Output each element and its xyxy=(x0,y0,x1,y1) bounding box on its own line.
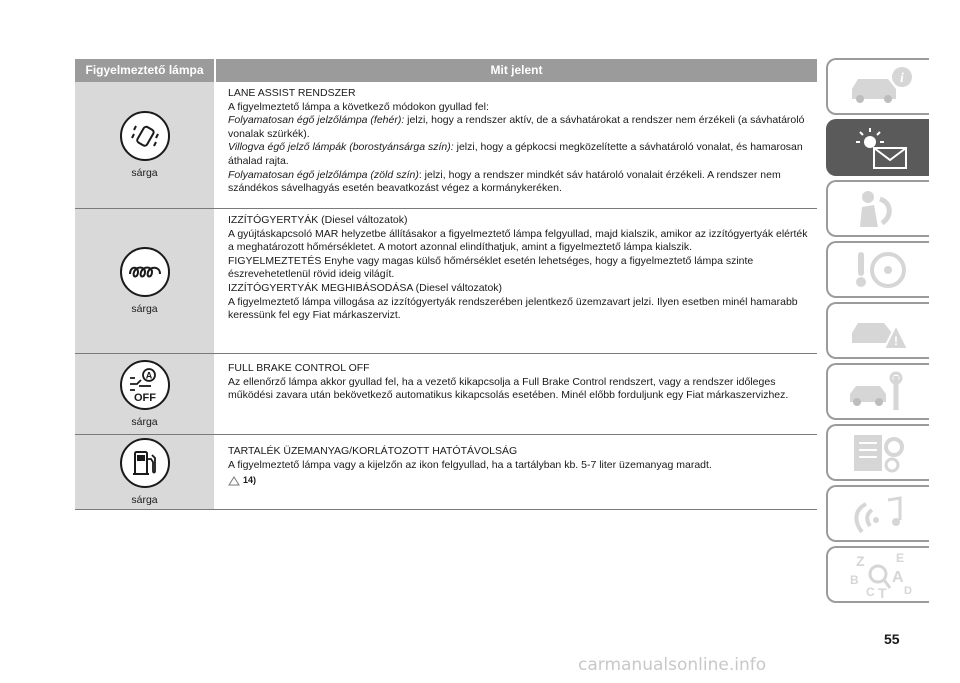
list-item xyxy=(228,141,811,168)
paragraph: TARTALÉK ÜZEMANYAG/KORLÁTOZOTT HATÓTÁVOLSÁG xyxy=(228,445,518,457)
tab-warning-lights[interactable] xyxy=(826,119,929,176)
table-row xyxy=(75,209,817,354)
warning-light-cell xyxy=(75,209,214,353)
full-brake-control-off-icon xyxy=(120,360,170,410)
item-lead: Folyamatosan égő jelzőlámpa (zöld szín) xyxy=(228,168,419,181)
header-warning-light: Figyelmeztető lámpa xyxy=(85,63,204,77)
off-label: OFF xyxy=(133,392,156,404)
watermark-text: carmanualsonline.info xyxy=(578,655,767,675)
fuel-reserve-icon xyxy=(120,438,170,488)
tab-safety[interactable] xyxy=(826,180,929,237)
reference-label: 14) xyxy=(243,475,257,486)
tab-maintenance[interactable] xyxy=(826,363,929,420)
warning-light-table xyxy=(75,59,817,510)
item-lead: Villogva égő jelző lámpák (borostyánsárga szín): xyxy=(228,141,454,154)
meaning-cell xyxy=(214,435,817,509)
paragraph: A gyújtáskapcsoló MAR helyzetbe állításakor a figyelmeztető lámpa felgyullad, majd kialszik, amikor az izzítógyertyák elérték a meghatározott hőmérsékletet. A motort azonnal elindíthatjuk, amint a figyelmeztető lámpa kialszik. xyxy=(228,227,808,254)
meaning-cell xyxy=(214,209,817,353)
item-text: : jelzi, hogy a rendszer mindkét sáv határoló vonalait érzékeli. A rendszer nem szándékos sávelhagyás esetén beavatkozást végez a kormánykeréken. xyxy=(228,168,781,195)
meaning-cell xyxy=(214,354,817,434)
tab-car-info[interactable] xyxy=(826,58,929,115)
safety-icon xyxy=(844,187,914,231)
item-lead: Folyamatosan égő jelzőlámpa (fehér): xyxy=(228,114,405,127)
emergency-icon xyxy=(844,309,914,353)
header-meaning: Mit jelent xyxy=(214,59,817,82)
index-letter: D xyxy=(903,584,912,597)
svg-text:!: ! xyxy=(893,333,898,348)
index-letter: T xyxy=(877,584,887,600)
item-text: jelzi, hogy a gépkocsi megközelítette a sávhatároló vonalat, és hamarosan áthalad rajta. xyxy=(228,141,803,167)
row-title: LANE ASSIST RENDSZER xyxy=(228,87,356,99)
paragraph: IZZÍTÓGYERTYÁK MEGHIBÁSODÁSA (Diesel változatok) xyxy=(228,281,503,294)
index-letter: Z xyxy=(855,552,865,569)
index-letter: A xyxy=(891,568,904,586)
tab-starting-driving[interactable] xyxy=(826,241,929,298)
tab-emergency[interactable] xyxy=(826,302,929,359)
warning-light-cell xyxy=(75,82,214,208)
glow-plug-icon xyxy=(120,247,170,297)
item-text: jelzi, hogy a rendszer aktív, de a sávhatárokat a rendszer nem érzékeli (a sávhatároló vonalak szürkék). xyxy=(228,114,805,140)
tab-multimedia[interactable] xyxy=(826,485,929,542)
tab-index[interactable] xyxy=(826,546,929,603)
reference-note[interactable] xyxy=(228,474,811,488)
table-row xyxy=(75,435,817,510)
light-color: sárga xyxy=(131,494,158,506)
index-letter: E xyxy=(895,550,904,565)
svg-text:A: A xyxy=(145,370,152,381)
multimedia-icon xyxy=(844,492,914,536)
svg-text:i: i xyxy=(899,70,904,86)
list-item xyxy=(228,169,811,196)
index-icon xyxy=(844,550,914,600)
warning-light-cell xyxy=(75,435,214,509)
light-color: sárga xyxy=(131,167,158,179)
row-intro: A figyelmeztető lámpa a következő módokon gyullad fel: xyxy=(228,100,489,113)
table-row xyxy=(75,82,817,209)
paragraph: FULL BRAKE CONTROL OFF xyxy=(228,362,370,374)
table-header xyxy=(75,59,817,82)
index-letter: C xyxy=(865,584,875,599)
meaning-cell xyxy=(214,82,817,208)
lane-assist-icon xyxy=(120,111,170,161)
warning-light-cell xyxy=(75,354,214,434)
list-item xyxy=(228,114,811,141)
page-number: 55 xyxy=(884,631,900,647)
paragraph: A figyelmeztető lámpa vagy a kijelzőn az ikon felgyullad, ha a tartályban kb. 5-7 liter üzemanyag maradt. xyxy=(228,458,712,471)
paragraph: A figyelmeztető lámpa villogása az izzítógyertyák rendszerében jelentkező üzemzavart jelzi. Ilyen esetben minél hamarabb keressünk fel egy Fiat márkaszervizt. xyxy=(228,295,798,322)
paragraph: FIGYELMEZTETÉS Enyhe vagy magas külső hőmérséklet esetén lehetséges, hogy a figyelmeztető lámpa szinte észrevehetetlenül rövid ideig világít. xyxy=(228,254,754,281)
light-color: sárga xyxy=(131,303,158,315)
tab-technical-data[interactable] xyxy=(826,424,929,481)
chapter-tabs xyxy=(826,58,929,607)
index-letter: B xyxy=(849,572,859,587)
light-color: sárga xyxy=(131,416,158,428)
paragraph: Az ellenőrző lámpa akkor gyullad fel, ha a vezető kikapcsolja a Full Brake Control rendszert, vagy a rendszer időleges működési zavara után bekövetkező automatikus kikapcsolás esetében. Minél előbb forduljunk egy Fiat márkaszervizhez. xyxy=(228,375,789,402)
maintenance-icon xyxy=(844,370,914,414)
paragraph: IZZÍTÓGYERTYÁK (Diesel változatok) xyxy=(228,214,408,226)
table-row xyxy=(75,354,817,435)
car-info-icon xyxy=(844,65,914,109)
warning-reference-icon xyxy=(228,476,240,486)
warning-lights-icon xyxy=(844,126,914,170)
starting-driving-icon xyxy=(844,248,914,292)
technical-data-icon xyxy=(844,431,914,475)
